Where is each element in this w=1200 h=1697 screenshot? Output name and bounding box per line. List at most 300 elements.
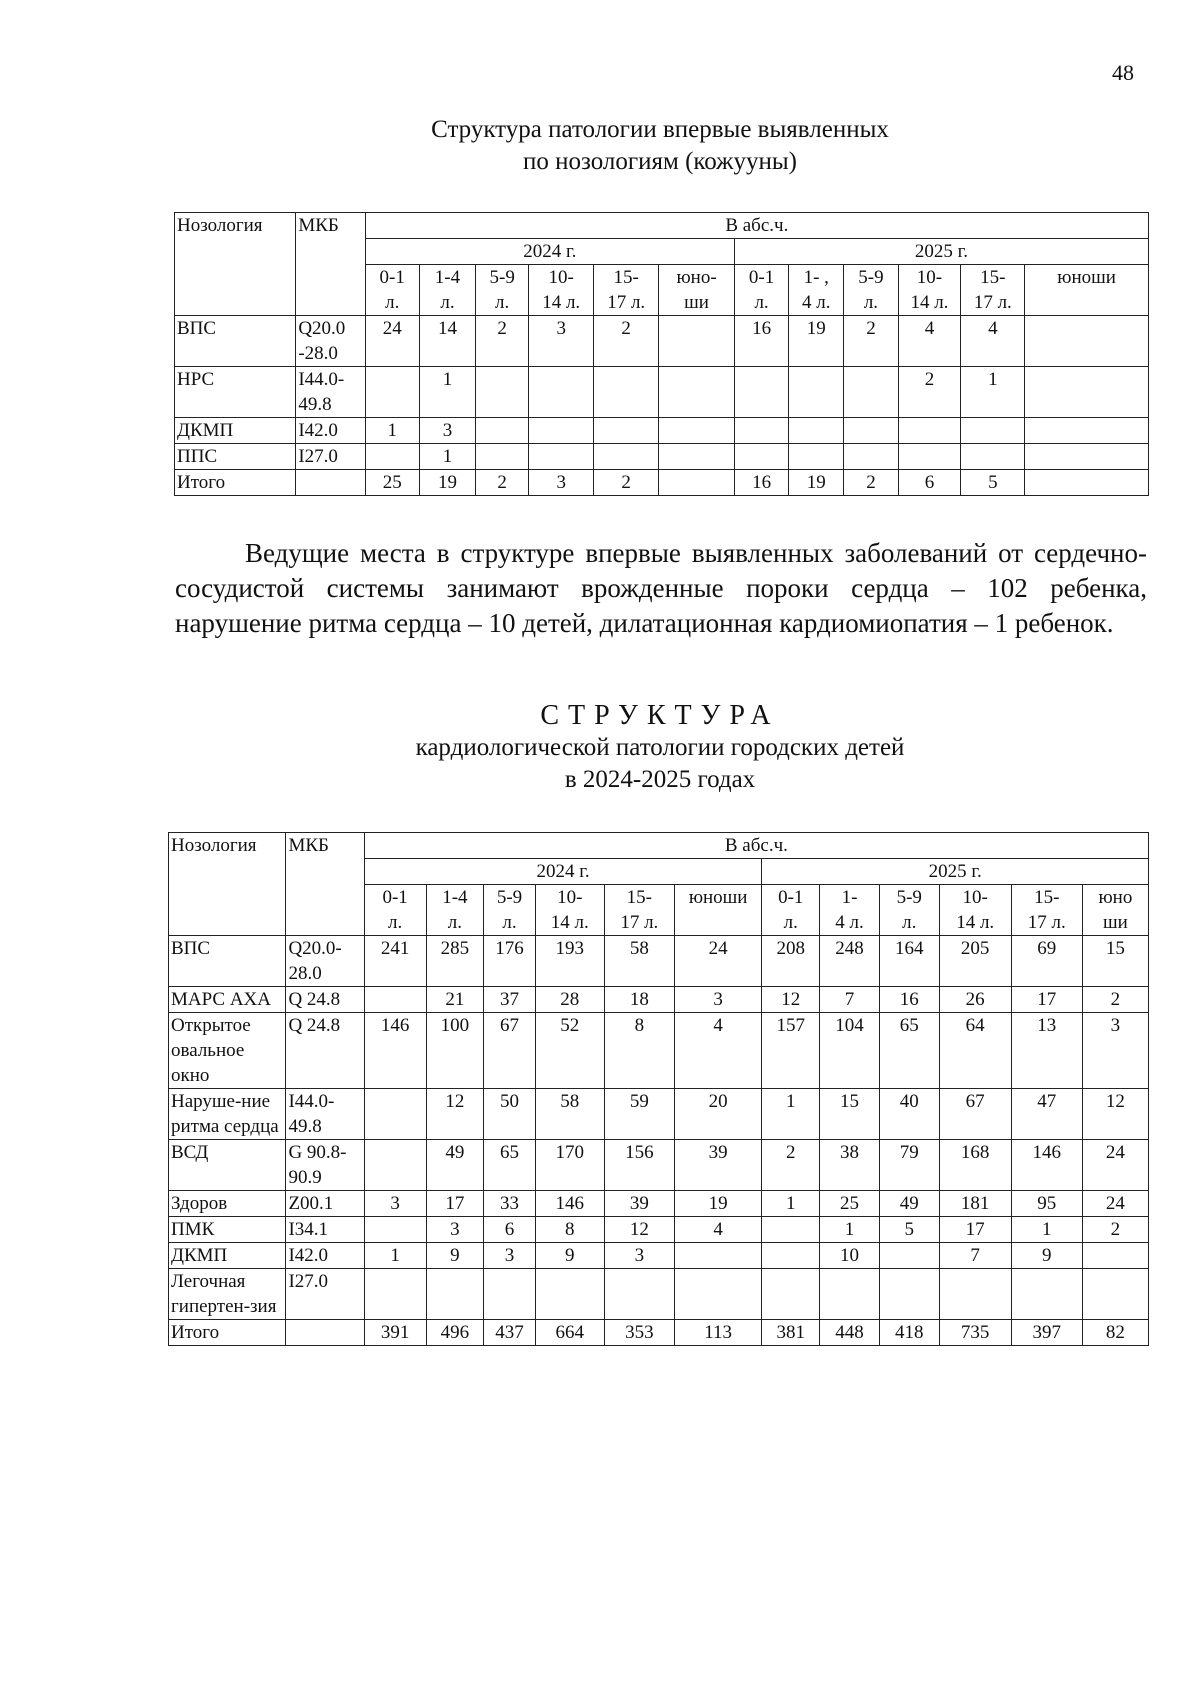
row-mkb: Q20.0- 28.0 [286, 936, 364, 987]
row-value [734, 367, 788, 418]
age-header-line: 10- [548, 267, 574, 288]
table-row [169, 936, 1149, 987]
row-value [734, 418, 788, 444]
row-value: 4 [674, 1013, 762, 1089]
row-value: 6 [898, 470, 961, 496]
row-mkb: Q 24.8 [286, 987, 364, 1013]
row-value: 9 [1011, 1243, 1082, 1269]
age-header-line: юноши [1057, 267, 1116, 288]
row-value: 285 [426, 936, 484, 987]
table-row [175, 418, 1149, 444]
row-value [364, 987, 426, 1013]
age-header-line: л. [385, 292, 400, 313]
row-value: 28 [535, 987, 604, 1013]
row-mkb: I27.0 [296, 444, 365, 470]
age-header-2024-3 [535, 885, 604, 936]
row-mkb: I34.1 [286, 1217, 364, 1243]
table-row [169, 1217, 1149, 1243]
t1-body [175, 316, 1149, 496]
age-header-line: 17 л. [620, 912, 659, 933]
row-value [365, 367, 419, 418]
row-value [1025, 418, 1149, 444]
row-value [1082, 1269, 1148, 1320]
row-nozology: НРС [175, 367, 296, 418]
row-nozology: Открытое овальное окно [169, 1013, 286, 1089]
row-value: 24 [1082, 1140, 1148, 1191]
row-value: 391 [364, 1320, 426, 1346]
row-value: 3 [529, 470, 594, 496]
age-header-line: 4 л. [835, 912, 864, 933]
age-header-line: юноши [688, 887, 748, 908]
age-header-line: 10- [557, 887, 583, 908]
age-header-2025-1 [820, 885, 880, 936]
row-value: 3 [419, 418, 475, 444]
row-value: 248 [820, 936, 880, 987]
row-value [844, 367, 898, 418]
table2 [168, 832, 1149, 1346]
row-value: 1 [365, 418, 419, 444]
row-mkb: I42.0 [286, 1243, 364, 1269]
age-header-2024-4 [594, 265, 659, 316]
body-paragraph: Ведущие места в структуре впервые выявленных заболеваний от сердечно-сосудистой системы занимают врожденные пороки сердца – 102 ребенка, нарушение ритма сердца – 10 детей, дилатационная кардиомиопатия – 1 ребенок. [175, 538, 1147, 638]
row-value [484, 1269, 536, 1320]
age-header-2025-3 [939, 885, 1011, 936]
row-mkb: G 90.8- 90.9 [286, 1140, 364, 1191]
row-nozology: Легочная гипертен-зия [169, 1269, 286, 1320]
age-header-2024-0 [365, 265, 419, 316]
t2-header-abs: В абс.ч. [364, 833, 1148, 859]
row-value [789, 418, 844, 444]
row-value [659, 418, 735, 444]
row-value: 1 [419, 367, 475, 418]
row-nozology: ППС [175, 444, 296, 470]
age-header-2025-5 [1082, 885, 1148, 936]
age-header-line: 17 л. [1027, 912, 1066, 933]
row-value: 164 [879, 936, 939, 987]
row-value: 37 [484, 987, 536, 1013]
row-value: 1 [364, 1243, 426, 1269]
row-nozology: МАРС АХА [169, 987, 286, 1013]
age-header-line: л. [783, 912, 798, 933]
row-value: 13 [1011, 1013, 1082, 1089]
row-value: 3 [604, 1243, 674, 1269]
row-value: 12 [762, 987, 820, 1013]
row-value: 17 [426, 1191, 484, 1217]
row-value: 181 [939, 1191, 1011, 1217]
table2-title [60, 700, 1200, 796]
row-value: 39 [604, 1191, 674, 1217]
row-value: 193 [535, 936, 604, 987]
t1-header-nozology: Нозология [175, 213, 296, 316]
age-header-2024-5 [659, 265, 735, 316]
row-value: 1 [961, 367, 1025, 418]
age-header-line: 1-4 [434, 267, 461, 288]
row-value: 58 [604, 936, 674, 987]
age-header-line: 5-9 [896, 887, 922, 908]
row-value: 418 [879, 1320, 939, 1346]
table1-title [60, 114, 1200, 178]
row-value [659, 367, 735, 418]
row-value: 82 [1082, 1320, 1148, 1346]
age-header-2024-2 [484, 885, 536, 936]
row-mkb: Q20.0 -28.0 [296, 316, 365, 367]
table-row [175, 316, 1149, 367]
row-value [529, 418, 594, 444]
row-value: 33 [484, 1191, 536, 1217]
row-value [364, 1089, 426, 1140]
row-value: 100 [426, 1013, 484, 1089]
row-value [364, 1217, 426, 1243]
row-value: 59 [604, 1089, 674, 1140]
row-value: 25 [820, 1191, 880, 1217]
t2-header-mkb: МКБ [286, 833, 364, 936]
age-header-line: 15- [613, 267, 639, 288]
row-value: 16 [734, 470, 788, 496]
row-value: 49 [879, 1191, 939, 1217]
age-header-2024-4 [604, 885, 674, 936]
row-value: 9 [535, 1243, 604, 1269]
row-value: 205 [939, 936, 1011, 987]
row-value [604, 1269, 674, 1320]
row-mkb: I44.0- 49.8 [296, 367, 365, 418]
age-header-line: юно [1098, 887, 1133, 908]
row-nozology: Итого [169, 1320, 286, 1346]
row-value [898, 418, 961, 444]
age-header-2024-1 [419, 265, 475, 316]
row-value: 18 [604, 987, 674, 1013]
row-value: 156 [604, 1140, 674, 1191]
table-row [169, 1089, 1149, 1140]
row-value: 9 [426, 1243, 484, 1269]
row-value: 2 [844, 316, 898, 367]
row-value: 26 [939, 987, 1011, 1013]
age-header-2025-5 [1025, 265, 1149, 316]
age-header-2025-4 [961, 265, 1025, 316]
row-value: 7 [939, 1243, 1011, 1269]
row-value: 7 [820, 987, 880, 1013]
age-header-line: 15- [1034, 887, 1060, 908]
row-mkb: I44.0- 49.8 [286, 1089, 364, 1140]
row-value: 381 [762, 1320, 820, 1346]
row-value [1025, 444, 1149, 470]
row-value: 5 [961, 470, 1025, 496]
row-value [659, 470, 735, 496]
age-header-2025-0 [734, 265, 788, 316]
row-value: 496 [426, 1320, 484, 1346]
row-value [529, 367, 594, 418]
t2-header-nozology: Нозология [169, 833, 286, 936]
t1-header-mkb: МКБ [296, 213, 365, 316]
row-value [594, 418, 659, 444]
row-value [820, 1269, 880, 1320]
row-value: 40 [879, 1089, 939, 1140]
table-row [169, 987, 1149, 1013]
row-value: 208 [762, 936, 820, 987]
row-value: 20 [674, 1089, 762, 1140]
age-header-line: 0-1 [382, 887, 408, 908]
row-nozology: ПМК [169, 1217, 286, 1243]
age-header-line: 10- [916, 267, 943, 288]
table-row [175, 444, 1149, 470]
row-value: 12 [426, 1089, 484, 1140]
age-header-line: 0-1 [748, 267, 775, 288]
age-header-2024-3 [529, 265, 594, 316]
row-value [762, 1217, 820, 1243]
row-value: 2 [476, 470, 529, 496]
age-header-line: 14 л. [910, 292, 949, 313]
age-header-2025-2 [879, 885, 939, 936]
row-nozology: Итого [175, 470, 296, 496]
row-value: 47 [1011, 1089, 1082, 1140]
row-value [762, 1243, 820, 1269]
t2-header-year2: 2025 г. [762, 859, 1149, 885]
row-value: 3 [674, 987, 762, 1013]
row-value [364, 1140, 426, 1191]
row-value: 735 [939, 1320, 1011, 1346]
row-value: 1 [1011, 1217, 1082, 1243]
row-nozology: ДКМП [175, 418, 296, 444]
row-value: 2 [898, 367, 961, 418]
table-row [175, 470, 1149, 496]
row-value: 16 [879, 987, 939, 1013]
row-value: 49 [426, 1140, 484, 1191]
age-header-line: 5-9 [496, 887, 523, 908]
row-mkb: Z00.1 [286, 1191, 364, 1217]
age-header-line: 14 л. [550, 912, 589, 933]
age-header-2024-0 [364, 885, 426, 936]
age-header-line: 14 л. [956, 912, 995, 933]
row-value: 19 [789, 470, 844, 496]
row-value [762, 1269, 820, 1320]
age-header-2024-2 [476, 265, 529, 316]
row-value [674, 1269, 762, 1320]
row-value: 2 [762, 1140, 820, 1191]
age-header-2024-1 [426, 885, 484, 936]
row-value: 176 [484, 936, 536, 987]
row-value: 67 [484, 1013, 536, 1089]
row-value: 2 [594, 316, 659, 367]
row-value: 25 [365, 470, 419, 496]
table-row [169, 1320, 1149, 1346]
age-header-2025-4 [1011, 885, 1082, 936]
age-header-line: л. [863, 292, 879, 313]
age-header-2025-1 [789, 265, 844, 316]
age-header-line: л. [388, 912, 403, 933]
row-value [1025, 316, 1149, 367]
row-value: 664 [535, 1320, 604, 1346]
age-header-line: 5-9 [489, 267, 515, 288]
table-row [169, 1140, 1149, 1191]
row-value: 17 [1011, 987, 1082, 1013]
age-header-line: 17 л. [973, 292, 1012, 313]
row-value [1025, 367, 1149, 418]
row-value: 65 [484, 1140, 536, 1191]
age-header-2024-5 [674, 885, 762, 936]
row-value [594, 444, 659, 470]
row-value: 3 [484, 1243, 536, 1269]
row-value: 8 [604, 1013, 674, 1089]
row-value: 50 [484, 1089, 536, 1140]
row-value [674, 1243, 762, 1269]
row-value: 21 [426, 987, 484, 1013]
row-mkb [296, 470, 365, 496]
row-value: 65 [879, 1013, 939, 1089]
row-value [476, 367, 529, 418]
age-header-line: л. [495, 292, 510, 313]
row-value: 146 [1011, 1140, 1082, 1191]
age-header-2025-3 [898, 265, 961, 316]
row-value [879, 1269, 939, 1320]
age-header-line: 0-1 [379, 267, 405, 288]
table1 [174, 212, 1149, 496]
row-value: 2 [1082, 1217, 1148, 1243]
row-nozology: ВСД [169, 1140, 286, 1191]
row-value: 2 [844, 470, 898, 496]
age-header-line: 15- [980, 267, 1006, 288]
age-header-line: л. [902, 912, 917, 933]
age-header-line: л. [754, 292, 769, 313]
t1-header-year2: 2025 г. [734, 239, 1148, 265]
row-value: 15 [820, 1089, 880, 1140]
row-mkb: I42.0 [296, 418, 365, 444]
row-value: 3 [426, 1217, 484, 1243]
row-value [426, 1269, 484, 1320]
row-value [789, 367, 844, 418]
row-value: 146 [364, 1013, 426, 1089]
row-value: 16 [734, 316, 788, 367]
row-value: 2 [1082, 987, 1148, 1013]
table-row [169, 1243, 1149, 1269]
row-mkb: Q 24.8 [286, 1013, 364, 1089]
row-value [898, 444, 961, 470]
t1-header-year1: 2024 г. [365, 239, 734, 265]
row-value: 14 [419, 316, 475, 367]
age-header-line: ши [1103, 912, 1128, 933]
age-header-line: л. [502, 912, 517, 933]
age-header-line: л. [440, 292, 455, 313]
row-value: 1 [419, 444, 475, 470]
age-header-line: 5-9 [858, 267, 884, 288]
age-header-line: 1- [841, 887, 858, 908]
row-value: 104 [820, 1013, 880, 1089]
row-value [961, 418, 1025, 444]
age-header-2025-2 [844, 265, 898, 316]
row-value: 52 [535, 1013, 604, 1089]
row-value: 146 [535, 1191, 604, 1217]
row-value: 24 [1082, 1191, 1148, 1217]
table2-title-line3: в 2024-2025 годах [564, 766, 756, 793]
table-row [169, 1191, 1149, 1217]
row-value: 19 [674, 1191, 762, 1217]
t2-header-year1: 2024 г. [364, 859, 762, 885]
row-value: 168 [939, 1140, 1011, 1191]
row-value [734, 444, 788, 470]
row-value [529, 444, 594, 470]
row-value: 4 [898, 316, 961, 367]
row-mkb [286, 1320, 364, 1346]
row-value: 448 [820, 1320, 880, 1346]
row-value: 67 [939, 1089, 1011, 1140]
table1-title-line1: Структура патологии впервые выявленных [431, 116, 889, 143]
row-value [659, 444, 735, 470]
row-value [961, 444, 1025, 470]
row-value: 241 [364, 936, 426, 987]
row-value: 95 [1011, 1191, 1082, 1217]
page-number: 48 [1112, 60, 1134, 85]
table-row [175, 367, 1149, 418]
row-value: 4 [674, 1217, 762, 1243]
row-value: 3 [1082, 1013, 1148, 1089]
row-value: 170 [535, 1140, 604, 1191]
row-value: 113 [674, 1320, 762, 1346]
t1-header-abs: В абс.ч. [365, 213, 1148, 239]
row-value [535, 1269, 604, 1320]
row-value: 17 [939, 1217, 1011, 1243]
row-value: 15 [1082, 936, 1148, 987]
row-value: 79 [879, 1140, 939, 1191]
row-value [476, 418, 529, 444]
row-value: 6 [484, 1217, 536, 1243]
row-value: 39 [674, 1140, 762, 1191]
age-header-line: 17 л. [607, 292, 646, 313]
row-value: 12 [1082, 1089, 1148, 1140]
age-header-line: юно- [676, 267, 717, 288]
row-value [1011, 1269, 1082, 1320]
age-header-line: 15- [626, 887, 652, 908]
row-value: 10 [820, 1243, 880, 1269]
t2-body [169, 936, 1149, 1346]
row-value [939, 1269, 1011, 1320]
age-header-line: л. [447, 912, 463, 933]
row-value [365, 444, 419, 470]
row-value: 19 [789, 316, 844, 367]
age-header-line: 14 л. [542, 292, 581, 313]
row-value: 3 [529, 316, 594, 367]
row-nozology: ВПС [175, 316, 296, 367]
row-value: 2 [594, 470, 659, 496]
table2-title-line2: кардиологической патологии городских детей [415, 734, 905, 761]
row-value: 4 [961, 316, 1025, 367]
row-value [844, 444, 898, 470]
row-value: 64 [939, 1013, 1011, 1089]
row-nozology: ДКМП [169, 1243, 286, 1269]
row-value: 353 [604, 1320, 674, 1346]
table2-title-line1: СТРУКТУРА [540, 700, 780, 731]
age-header-line: 1- , [803, 267, 829, 288]
row-value: 397 [1011, 1320, 1082, 1346]
row-value: 1 [762, 1191, 820, 1217]
table1-title-line2: по нозологиям (кожууны) [523, 148, 797, 175]
age-header-line: 10- [962, 887, 988, 908]
table-row [169, 1013, 1149, 1089]
row-value [594, 367, 659, 418]
row-value [844, 418, 898, 444]
row-value: 69 [1011, 936, 1082, 987]
row-value: 38 [820, 1140, 880, 1191]
row-value: 24 [674, 936, 762, 987]
row-value [879, 1243, 939, 1269]
row-value: 8 [535, 1217, 604, 1243]
row-value [1025, 470, 1149, 496]
row-nozology: Здоров [169, 1191, 286, 1217]
row-value: 5 [879, 1217, 939, 1243]
row-value [1082, 1243, 1148, 1269]
row-value: 3 [364, 1191, 426, 1217]
row-value [659, 316, 735, 367]
row-mkb: I27.0 [286, 1269, 364, 1320]
row-value [789, 444, 844, 470]
age-header-line: 0-1 [778, 887, 804, 908]
